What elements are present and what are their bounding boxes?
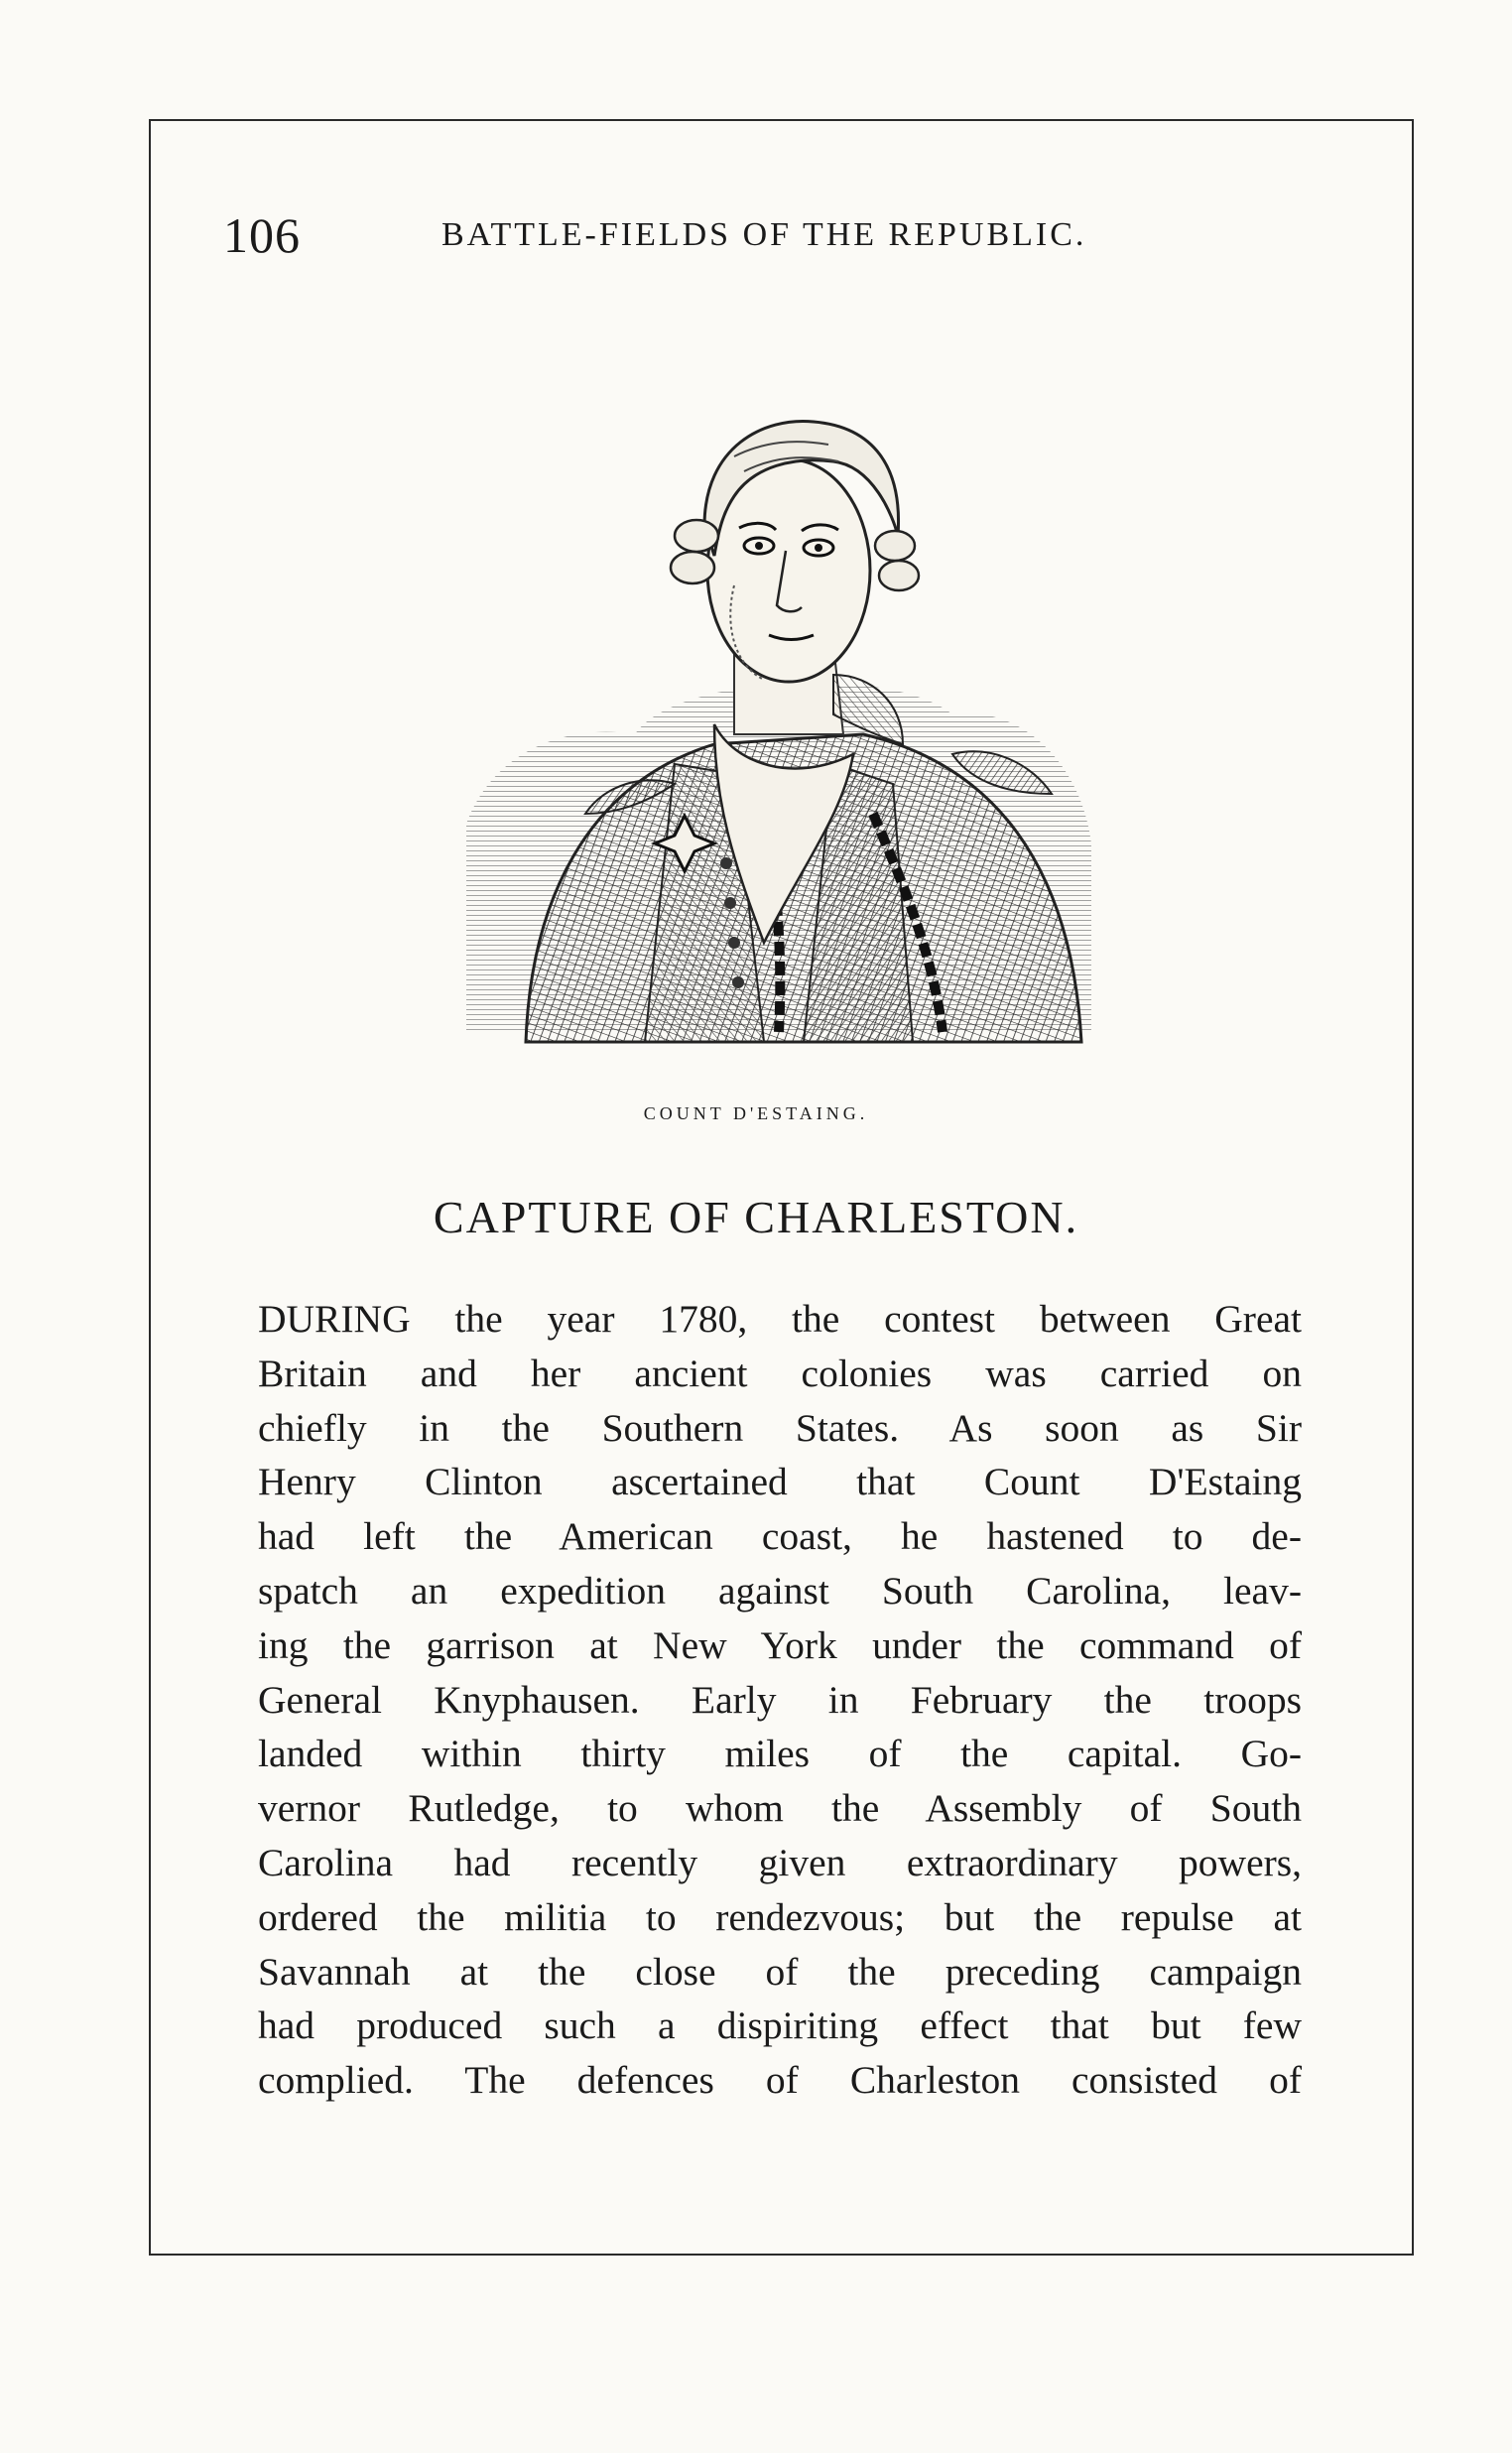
text-line: had left the American coast, he hastened to de-: [258, 1514, 1302, 1559]
figure-caption: COUNT D'ESTAING.: [643, 1103, 869, 1123]
text-line: ordered the militia to rendezvous; but the repulse at: [258, 1894, 1302, 1939]
text-line: Henry Clinton ascertained that Count D'Estaing: [258, 1460, 1302, 1504]
text-line: had produced such a dispiriting effect that but few: [258, 2003, 1302, 2048]
text-line: complied. The defences of Charleston consisted of: [258, 2058, 1302, 2103]
text-line: Carolina had recently given extraordinary powers,: [258, 1840, 1302, 1884]
text-line: spatch an expedition against South Carolina, leav-: [258, 1568, 1302, 1613]
text-line: DURING the year 1780, the contest between Great: [258, 1297, 1302, 1341]
page-number: 106: [223, 207, 301, 263]
text-line: landed within thirty miles of the capital. Go-: [258, 1732, 1302, 1776]
running-head: [223, 206, 1305, 266]
portrait-engraving: [437, 347, 1111, 1082]
running-title: BATTLE-FIELDS OF THE REPUBLIC.: [441, 216, 1087, 253]
text-line: chiefly in the Southern States. As soon as Sir: [258, 1405, 1302, 1450]
chapter-title: CAPTURE OF CHARLESTON.: [433, 1192, 1079, 1242]
text-line: General Knyphausen. Early in February the troops: [258, 1677, 1302, 1722]
text-line: vernor Rutledge, to whom the Assembly of South: [258, 1786, 1302, 1831]
text-line: Britain and her ancient colonies was carried on: [258, 1351, 1302, 1395]
text-line: Savannah at the close of the preceding campaign: [258, 1949, 1302, 1994]
text-line: ing the garrison at New York under the command of: [258, 1622, 1302, 1667]
body-text: [258, 1292, 1302, 2108]
